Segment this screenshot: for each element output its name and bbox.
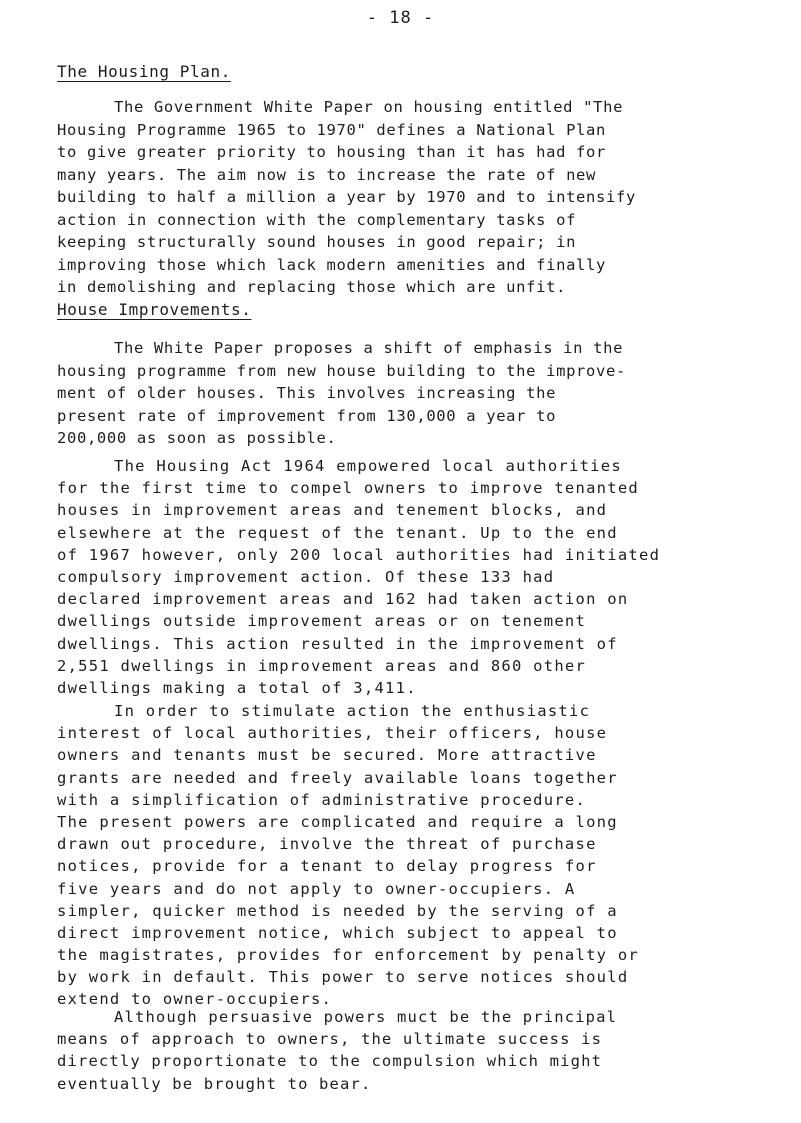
text-line: dwellings making a total of 3,411. bbox=[57, 678, 417, 697]
text-line: directly proportionate to the compulsion which might bbox=[57, 1052, 603, 1071]
text-line: dwellings. This action resulted in the improvement of bbox=[57, 634, 618, 653]
text-line: houses in improvement areas and tenement blocks, and bbox=[57, 501, 608, 520]
text-line: The White Paper proposes a shift of emphasis in the bbox=[114, 339, 624, 357]
text-line: the magistrates, provides for enforcement by penalty or bbox=[57, 946, 639, 965]
text-line: In order to stimulate action the enthusiastic bbox=[114, 702, 591, 720]
text-line: compulsory improvement action. Of these 133 had bbox=[57, 567, 555, 586]
text-line: drawn out procedure, involve the threat of purchase bbox=[57, 835, 597, 854]
text-line: interest of local authorities, their officers, house bbox=[57, 724, 608, 743]
paragraph-stimulate-action bbox=[57, 700, 639, 1011]
text-line: many years. The aim now is to increase the rate of new bbox=[57, 165, 597, 184]
text-line: 2,551 dwellings in improvement areas and 860 other bbox=[57, 656, 587, 675]
text-line: with a simplification of administrative procedure. bbox=[57, 790, 587, 809]
text-line: grants are needed and freely available loans together bbox=[57, 768, 618, 787]
text-line: dwellings outside improvement areas or on tenement bbox=[57, 612, 587, 631]
text-line: The Housing Act 1964 empowered local authorities bbox=[114, 457, 622, 475]
text-line: building to half a million a year by 1970 and to intensify bbox=[57, 188, 636, 206]
text-line: elsewhere at the request of the tenant. Up to the end bbox=[57, 523, 618, 542]
text-line: housing programme from new house building to the improve- bbox=[57, 361, 626, 380]
text-line: by work in default. This power to serve notices should bbox=[57, 968, 629, 987]
text-line: extend to owner-occupiers. bbox=[57, 990, 333, 1009]
paragraph-persuasive-powers bbox=[57, 1006, 617, 1095]
text-line: of 1967 however, only 200 local authorities had initiated bbox=[57, 545, 661, 564]
text-line: Although persuasive powers muct be the principal bbox=[114, 1008, 618, 1026]
text-line: eventually be brought to bear. bbox=[57, 1074, 372, 1093]
text-line: for the first time to compel owners to improve tenanted bbox=[57, 479, 639, 498]
text-line: means of approach to owners, the ultimate success is bbox=[57, 1030, 603, 1049]
text-line: Housing Programme 1965 to 1970" defines a National Plan bbox=[57, 120, 606, 139]
text-line: ment of older houses. This involves increasing the bbox=[57, 384, 557, 402]
text-line: direct improvement notice, which subject to appeal to bbox=[57, 923, 618, 942]
paragraph-housing-plan bbox=[57, 96, 636, 299]
paragraph-housing-act-1964 bbox=[57, 455, 660, 699]
page-number: - 18 - bbox=[366, 8, 435, 28]
text-line: declared improvement areas and 162 had taken action on bbox=[57, 590, 629, 609]
text-line: present rate of improvement from 130,000 a year to bbox=[57, 406, 557, 425]
section-heading-housing-plan: The Housing Plan. bbox=[57, 62, 231, 81]
text-line: The Government White Paper on housing entitled "The bbox=[114, 98, 624, 116]
text-line: simpler, quicker method is needed by the serving of a bbox=[57, 901, 618, 920]
text-line: notices, provide for a tenant to delay progress for bbox=[57, 857, 597, 876]
text-line: owners and tenants must be secured. More attractive bbox=[57, 746, 597, 765]
text-line: The present powers are complicated and require a long bbox=[57, 812, 618, 831]
text-line: improving those which lack modern amenities and finally bbox=[57, 255, 606, 274]
text-line: keeping structurally sound houses in good repair; in bbox=[57, 233, 577, 251]
section-heading-house-improvements: House Improvements. bbox=[57, 300, 252, 319]
text-line: five years and do not apply to owner-occupiers. A bbox=[57, 879, 576, 898]
text-line: in demolishing and replacing those which are unfit. bbox=[57, 278, 567, 296]
text-line: 200,000 as soon as possible. bbox=[57, 429, 337, 447]
text-line: action in connection with the complementary tasks of bbox=[57, 210, 577, 229]
paragraph-shift-of-emphasis bbox=[57, 337, 626, 450]
text-line: to give greater priority to housing than it has had for bbox=[57, 143, 606, 161]
